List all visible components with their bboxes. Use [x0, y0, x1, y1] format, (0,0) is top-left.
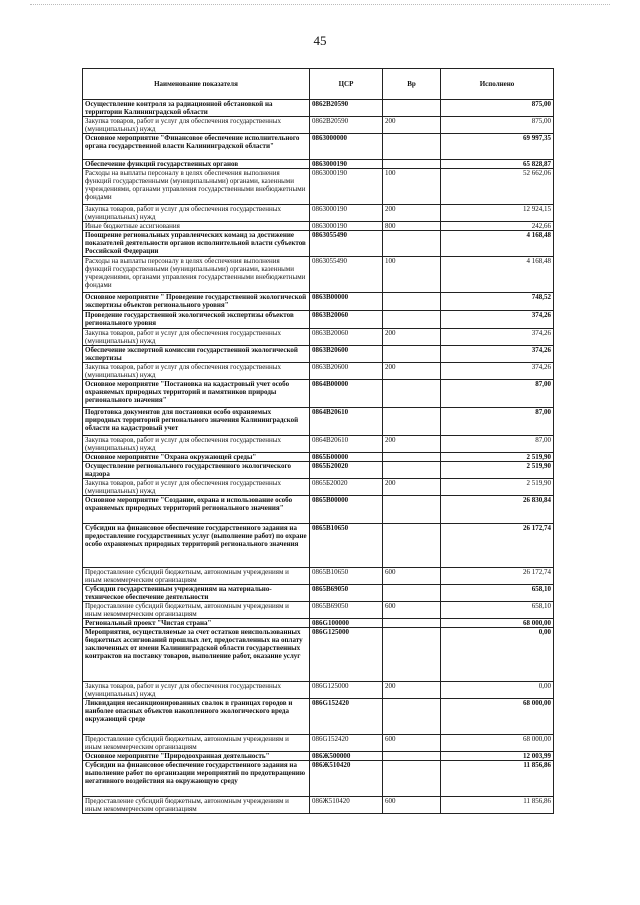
cell-csr: 086G152420: [310, 699, 383, 735]
cell-vr: 200: [383, 436, 441, 453]
cell-name: Основное мероприятие "Охрана окружающей среды": [83, 453, 310, 462]
table-row: [83, 436, 554, 453]
table-row: [83, 602, 554, 619]
table-header-row: [83, 69, 554, 100]
cell-executed: 11 856,86: [441, 761, 554, 797]
table-row: [83, 585, 554, 602]
cell-csr: 0864В20610: [310, 408, 383, 436]
cell-csr: 086G125000: [310, 628, 383, 682]
cell-name: Обеспечение экспертной комиссии государственной экологической экспертизы: [83, 346, 310, 363]
cell-name: Предоставление субсидий бюджетным, автономным учреждениям и иным некоммерческим организациям: [83, 797, 310, 814]
cell-vr: [383, 496, 441, 524]
cell-name: Закупка товаров, работ и услуг для обеспечения государственных (муниципальных) нужд: [83, 117, 310, 134]
cell-vr: [383, 628, 441, 682]
cell-csr: 086G152420: [310, 735, 383, 752]
header-csr: ЦСР: [310, 69, 383, 100]
cell-vr: 200: [383, 117, 441, 134]
cell-name: Ликвидация несанкционированных свалок в границах городов и наиболее опасных объектов накопленного экологического вреда окружающей среде: [83, 699, 310, 735]
cell-csr: 0863000190: [310, 205, 383, 222]
cell-executed: 658,10: [441, 585, 554, 602]
cell-vr: [383, 408, 441, 436]
cell-name: Субсидии на финансовое обеспечение государственного задания на выполнение работ по организации мероприятий по предотвращению негативного воздействия на окружающую среду: [83, 761, 310, 797]
cell-name: Расходы на выплаты персоналу в целях обеспечения выполнения функций государственными (муниципальными) органами, казенными учреждениями, органами управления государственными внебюджетными фондами: [83, 169, 310, 205]
table-row: [83, 496, 554, 524]
cell-vr: [383, 231, 441, 257]
cell-vr: 200: [383, 329, 441, 346]
cell-name: Закупка товаров, работ и услуг для обеспечения государственных (муниципальных) нужд: [83, 205, 310, 222]
table-row: [83, 568, 554, 585]
cell-executed: 52 662,06: [441, 169, 554, 205]
table-row: [83, 479, 554, 496]
cell-vr: [383, 100, 441, 117]
cell-csr: 0863055490: [310, 231, 383, 257]
cell-name: Обеспечение функций государственных органов: [83, 160, 310, 169]
cell-executed: 0,00: [441, 682, 554, 699]
budget-table: [82, 68, 554, 814]
cell-csr: 0865В10650: [310, 524, 383, 568]
cell-executed: 374,26: [441, 363, 554, 380]
cell-executed: 4 168,48: [441, 231, 554, 257]
cell-name: Проведение государственной экологической экспертизы объектов регионального уровня: [83, 311, 310, 329]
cell-vr: 100: [383, 257, 441, 293]
cell-csr: 0863В00000: [310, 293, 383, 311]
cell-executed: 11 856,86: [441, 797, 554, 814]
cell-vr: 600: [383, 568, 441, 585]
table-row: [83, 699, 554, 735]
cell-executed: 374,26: [441, 329, 554, 346]
cell-csr: 0863000190: [310, 160, 383, 169]
cell-vr: 100: [383, 169, 441, 205]
header-vr: Вр: [383, 69, 441, 100]
cell-vr: [383, 293, 441, 311]
table-row: [83, 682, 554, 699]
cell-name: Закупка товаров, работ и услуг для обеспечения государственных (муниципальных) нужд: [83, 436, 310, 453]
cell-vr: [383, 585, 441, 602]
cell-vr: [383, 453, 441, 462]
cell-executed: 4 168,48: [441, 257, 554, 293]
cell-csr: 0865В69050: [310, 602, 383, 619]
cell-executed: 87,00: [441, 380, 554, 408]
cell-executed: 87,00: [441, 408, 554, 436]
table-row: [83, 117, 554, 134]
cell-executed: 875,00: [441, 117, 554, 134]
cell-name: Закупка товаров, работ и услуг для обеспечения государственных (муниципальных) нужд: [83, 479, 310, 496]
cell-csr: 0865В69050: [310, 585, 383, 602]
cell-name: Предоставление субсидий бюджетным, автономным учреждениям и иным некоммерческим организациям: [83, 568, 310, 585]
cell-name: Закупка товаров, работ и услуг для обеспечения государственных (муниципальных) нужд: [83, 329, 310, 346]
cell-executed: 242,66: [441, 222, 554, 231]
cell-name: Закупка товаров, работ и услуг для обеспечения государственных (муниципальных) нужд: [83, 682, 310, 699]
cell-executed: 69 997,35: [441, 134, 554, 160]
table-row: [83, 380, 554, 408]
cell-name: Основное мероприятие "Природоохранная деятельность": [83, 752, 310, 761]
cell-csr: 0862В20590: [310, 100, 383, 117]
cell-name: Предоставление субсидий бюджетным, автономным учреждениям и иным некоммерческим организациям: [83, 735, 310, 752]
cell-vr: [383, 462, 441, 479]
cell-executed: 374,26: [441, 311, 554, 329]
cell-name: Мероприятия, осуществляемые за счет остатков неиспользованных бюджетных ассигнований прошлых лет, предоставленных на оплату заключенных от имени Калининградской области государственных контрактов на поставку товаров, выполнение работ, оказание услуг: [83, 628, 310, 682]
cell-csr: 0864В00000: [310, 380, 383, 408]
table-row: [83, 346, 554, 363]
cell-csr: 086G100000: [310, 619, 383, 628]
cell-executed: 2 519,90: [441, 462, 554, 479]
cell-executed: 374,26: [441, 346, 554, 363]
cell-name: Осуществление регионального государственного экологического надзора: [83, 462, 310, 479]
header-executed: Исполнено: [441, 69, 554, 100]
table-row: [83, 329, 554, 346]
cell-csr: 086Ж500000: [310, 752, 383, 761]
cell-name: Основное мероприятие "Финансовое обеспечение исполнительного органа государственной власти Калининградской области": [83, 134, 310, 160]
cell-vr: 800: [383, 222, 441, 231]
cell-executed: 65 828,87: [441, 160, 554, 169]
cell-vr: 600: [383, 602, 441, 619]
cell-csr: 0863055490: [310, 257, 383, 293]
table-row: [83, 134, 554, 160]
cell-vr: [383, 311, 441, 329]
cell-csr: 0863В20600: [310, 363, 383, 380]
cell-name: Основное мероприятие "Создание, охрана и использование особо охраняемых природных территорий регионального значения": [83, 496, 310, 524]
table-row: [83, 735, 554, 752]
cell-name: Закупка товаров, работ и услуг для обеспечения государственных (муниципальных) нужд: [83, 363, 310, 380]
cell-executed: 748,52: [441, 293, 554, 311]
table-row: [83, 100, 554, 117]
table-row: [83, 222, 554, 231]
table-row: [83, 524, 554, 568]
cell-csr: 086Ж510420: [310, 761, 383, 797]
cell-name: Субсидии государственным учреждениям на материально-техническое обеспечение деятельности: [83, 585, 310, 602]
table-row: [83, 257, 554, 293]
cell-name: Расходы на выплаты персоналу в целях обеспечения выполнения функций государственными (муниципальными) органами, казенными учреждениями, органами управления государственными внебюджетными фондами: [83, 257, 310, 293]
cell-executed: 2 519,90: [441, 453, 554, 462]
table-row: [83, 160, 554, 169]
cell-vr: [383, 752, 441, 761]
cell-vr: [383, 619, 441, 628]
cell-csr: 0865В10650: [310, 568, 383, 585]
cell-name: Иные бюджетные ассигнования: [83, 222, 310, 231]
table-row: [83, 205, 554, 222]
table-row: [83, 462, 554, 479]
cell-executed: 2 519,90: [441, 479, 554, 496]
cell-vr: [383, 346, 441, 363]
cell-csr: 0865Б20020: [310, 479, 383, 496]
cell-name: Региональный проект "Чистая страна": [83, 619, 310, 628]
cell-executed: 875,00: [441, 100, 554, 117]
cell-executed: 0,00: [441, 628, 554, 682]
table-row: [83, 619, 554, 628]
cell-executed: 26 172,74: [441, 524, 554, 568]
table-body: [83, 100, 554, 814]
cell-csr: 0865Б20020: [310, 462, 383, 479]
cell-vr: [383, 761, 441, 797]
cell-csr: 0863000190: [310, 169, 383, 205]
cell-vr: 600: [383, 735, 441, 752]
cell-csr: 0864В20610: [310, 436, 383, 453]
cell-vr: [383, 160, 441, 169]
cell-executed: 12 003,99: [441, 752, 554, 761]
cell-name: Предоставление субсидий бюджетным, автономным учреждениям и иным некоммерческим организациям: [83, 602, 310, 619]
table-row: [83, 453, 554, 462]
cell-csr: 0865Б00000: [310, 453, 383, 462]
cell-name: Подготовка документов для постановки особо охраняемых природных территорий регионального значения Калининградской области на кадастровый учет: [83, 408, 310, 436]
cell-name: Основное мероприятие " Проведение государственной экологической экспертизы объектов регионального уровня": [83, 293, 310, 311]
cell-csr: 086G125000: [310, 682, 383, 699]
cell-vr: [383, 134, 441, 160]
cell-vr: 600: [383, 797, 441, 814]
cell-executed: 658,10: [441, 602, 554, 619]
cell-executed: 12 924,15: [441, 205, 554, 222]
table-row: [83, 797, 554, 814]
scan-top-edge: [30, 4, 610, 9]
header-name: Наименование показателя: [83, 69, 310, 100]
table-row: [83, 363, 554, 380]
cell-vr: [383, 699, 441, 735]
cell-executed: 26 830,84: [441, 496, 554, 524]
cell-name: Поощрение региональных управленческих команд за достижение показателей деятельности органов исполнительной власти субъектов Российской Федерации: [83, 231, 310, 257]
cell-name: Субсидии на финансовое обеспечение государственного задания на предоставление государственных услуг (выполнение работ) по охране особо охраняемых природных территорий регионального значения: [83, 524, 310, 568]
table-row: [83, 408, 554, 436]
cell-csr: 086Ж510420: [310, 797, 383, 814]
cell-executed: 87,00: [441, 436, 554, 453]
table-row: [83, 628, 554, 682]
cell-vr: [383, 524, 441, 568]
cell-executed: 26 172,74: [441, 568, 554, 585]
cell-executed: 68 000,00: [441, 699, 554, 735]
cell-name: Основное мероприятие "Постановка на кадастровый учет особо охраняемых природных территорий и памятников природы регионального значения": [83, 380, 310, 408]
cell-csr: 0863В20060: [310, 311, 383, 329]
page-number: 45: [313, 33, 327, 48]
cell-vr: 200: [383, 479, 441, 496]
cell-csr: 0863В20600: [310, 346, 383, 363]
cell-csr: 0862В20590: [310, 117, 383, 134]
cell-vr: 200: [383, 205, 441, 222]
cell-csr: 0863000190: [310, 222, 383, 231]
cell-executed: 68 000,00: [441, 735, 554, 752]
table-row: [83, 761, 554, 797]
cell-csr: 0865В00000: [310, 496, 383, 524]
table-row: [83, 311, 554, 329]
cell-csr: 0863000000: [310, 134, 383, 160]
cell-csr: 0863В20060: [310, 329, 383, 346]
table-row: [83, 169, 554, 205]
cell-vr: 200: [383, 363, 441, 380]
table-row: [83, 231, 554, 257]
cell-executed: 68 000,00: [441, 619, 554, 628]
cell-vr: 200: [383, 682, 441, 699]
cell-vr: [383, 380, 441, 408]
cell-name: Осуществление контроля за радиационной обстановкой на территории Калининградской области: [83, 100, 310, 117]
table-row: [83, 752, 554, 761]
table-row: [83, 293, 554, 311]
